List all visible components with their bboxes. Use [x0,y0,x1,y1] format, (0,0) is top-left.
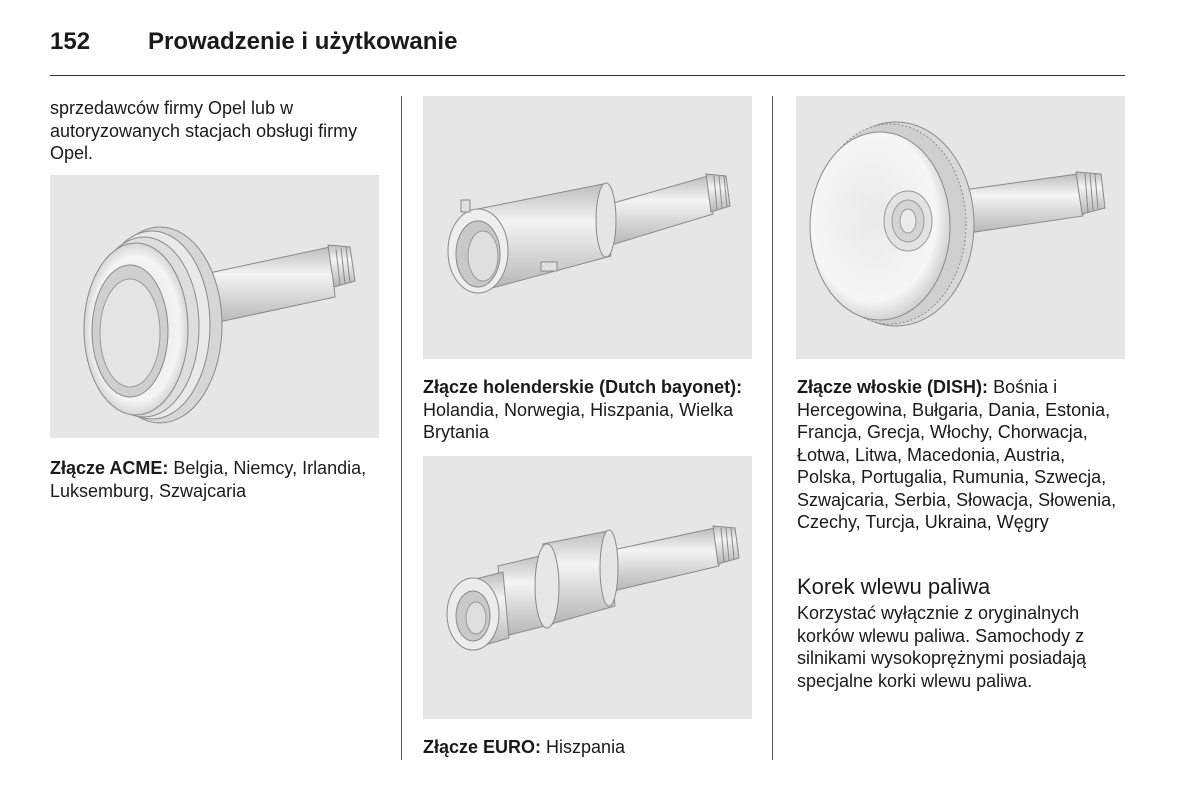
dutch-bayonet-caption-label: Złącze holenderskie (Dutch bayonet): [423,377,743,397]
acme-connector-illustration [50,175,379,438]
column-divider-1 [401,96,402,760]
fuel-cap-text: Korzystać wyłącznie z oryginalnych korków wlewu paliwa. Samochody z silnikami wysokoprężnymi posiadają specjalne korki wlewu paliwa. [797,603,1087,691]
euro-connector-drawing [423,456,752,719]
euro-caption-countries: Hiszpania [541,737,626,757]
intro-paragraph [50,97,380,165]
column-divider-2 [772,96,773,760]
euro-caption-label: Złącze EURO: [423,737,542,757]
dish-connector-drawing [796,96,1125,359]
dutch-bayonet-drawing [423,96,752,359]
acme-connector-drawing [50,175,379,438]
page-header [50,24,1125,76]
euro-connector-illustration [423,456,752,719]
dish-connector-illustration [796,96,1125,359]
acme-caption [50,457,380,502]
dutch-bayonet-caption-countries: Holandia, Norwegia, Hiszpania, Wielka Brytania [423,399,734,442]
header-divider [50,75,1125,76]
dish-caption-label: Złącze włoskie (DISH): [797,377,989,397]
acme-caption-countries: Belgia, Niemcy, Irlandia, Luksemburg, Szwajcaria [50,458,367,501]
dish-caption-countries: Bośnia i Hercegowina, Bułgaria, Dania, Estonia, Francja, Grecja, Włochy, Chorwacja, Łotwa, Litwa, Macedonia, Austria, Polska, Portugalia, Rumunia, Szwecja, Szwajcaria, Serbia, Słowacja, Słowenia, Czechy, Turcja, Ukraina, Węgry [797,377,1117,532]
dutch-bayonet-illustration [423,96,752,359]
fuel-cap-heading: Korek wlewu paliwa [797,574,991,599]
dutch-bayonet-caption [423,376,753,444]
dish-caption [797,376,1127,534]
euro-caption [423,736,753,759]
intro-text: sprzedawców firmy Opel lub w autoryzowanych stacjach obsługi firmy Opel. [50,98,358,163]
fuel-cap-paragraph [797,602,1127,692]
page-number: 152 [50,28,91,55]
acme-caption-label: Złącze ACME: [50,458,169,478]
page-title: Prowadzenie i użytkowanie [148,28,458,55]
